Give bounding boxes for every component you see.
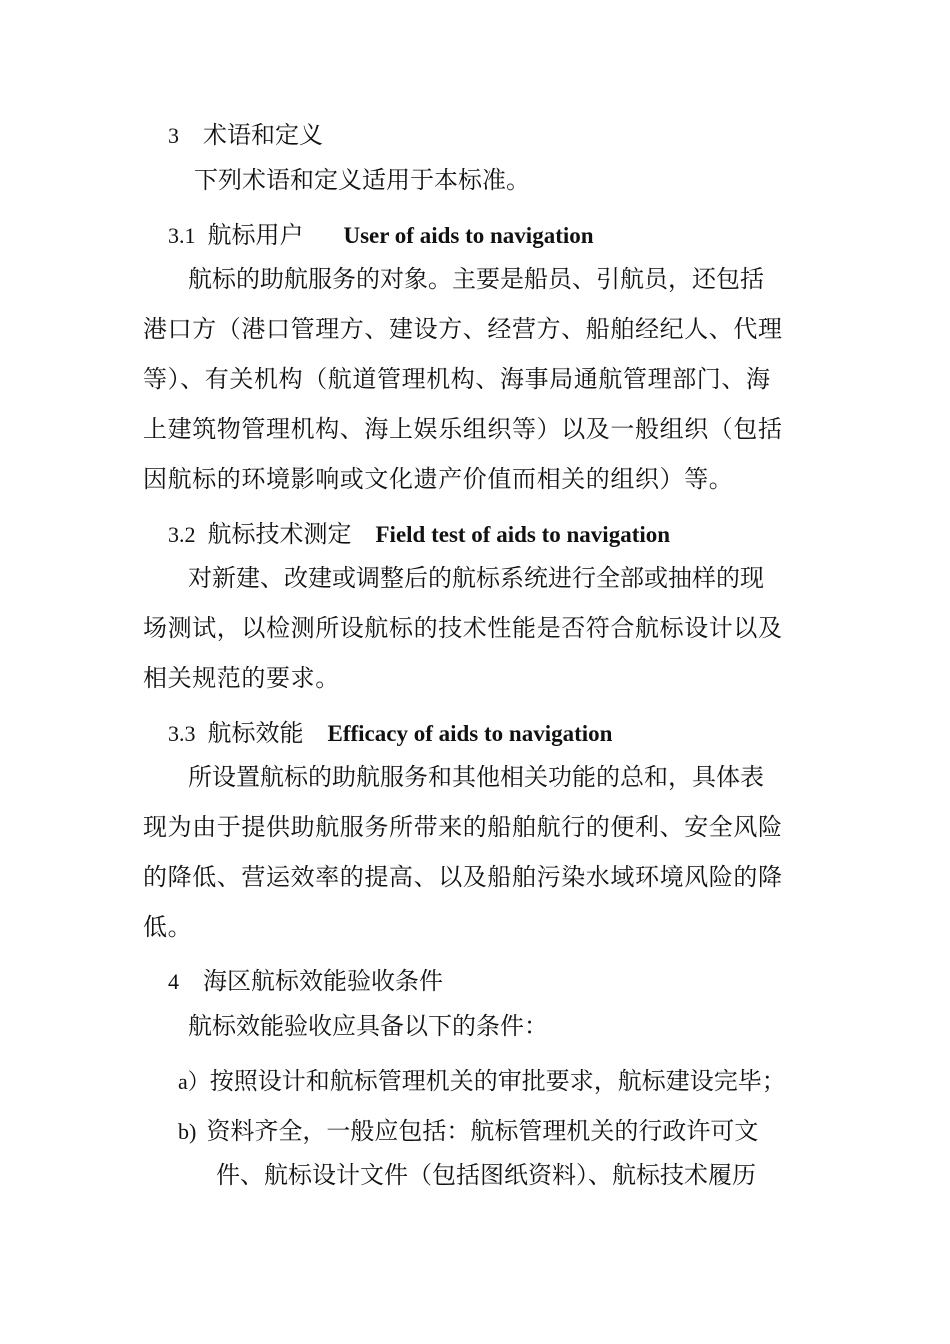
section-3-number: 3	[168, 123, 179, 148]
section-4-number: 4	[168, 969, 179, 994]
list-item-a	[178, 1066, 786, 1097]
list-item-b	[178, 1116, 758, 1147]
list-item-b-continuation: 件、航标设计文件（包括图纸资料）、航标技术履历	[216, 1161, 756, 1189]
term-3-3-heading	[168, 718, 612, 749]
paragraph-line: 航标的助航服务的对象。主要是船员、引航员，还包括	[188, 265, 764, 293]
term-title-zh: 航标效能	[207, 719, 304, 747]
section-4-title: 海区航标效能验收条件	[203, 967, 443, 995]
list-item-text: 按照设计和航标管理机关的审批要求，航标建设完毕；	[209, 1067, 786, 1095]
term-number: 3.1	[168, 223, 196, 248]
paragraph-line: 相关规范的要求。	[143, 664, 340, 692]
section-4-heading	[168, 966, 443, 997]
term-3-2-heading	[168, 519, 670, 550]
term-3-1-heading	[168, 220, 594, 251]
paragraph-line: 对新建、改建或调整后的航标系统进行全部或抽样的现	[188, 564, 764, 592]
term-title-zh: 航标用户	[207, 221, 304, 249]
list-marker: b)	[178, 1119, 197, 1144]
section-3-heading	[168, 120, 323, 151]
paragraph-line: 的降低、营运效率的提高、以及船舶污染水域环境风险的降	[143, 863, 783, 891]
paragraph-line: 低。	[143, 913, 193, 941]
paragraph-line: 因航标的环境影响或文化遗产价值而相关的组织）等。	[143, 465, 734, 493]
section-4-intro: 航标效能验收应具备以下的条件：	[188, 1012, 548, 1040]
term-title-en: User of aids to navigation	[343, 223, 594, 248]
term-title-en: Field test of aids to navigation	[375, 522, 671, 547]
paragraph-line: 上建筑物管理机构、海上娱乐组织等）以及一般组织（包括	[143, 415, 783, 443]
section-3-title: 术语和定义	[203, 121, 323, 149]
term-title-zh: 航标技术测定	[207, 520, 352, 548]
term-number: 3.2	[168, 522, 196, 547]
list-item-text: 资料齐全，一般应包括：航标管理机关的行政许可文	[206, 1117, 759, 1145]
section-3-intro: 下列术语和定义适用于本标准。	[194, 166, 530, 194]
paragraph-line: 等）、有关机构（航道管理机构、海事局通航管理部门、海	[143, 365, 771, 393]
paragraph-line: 现为由于提供助航服务所带来的船舶航行的便利、安全风险	[143, 813, 783, 841]
paragraph-line: 所设置航标的助航服务和其他相关功能的总和，具体表	[188, 763, 764, 791]
term-number: 3.3	[168, 721, 196, 746]
term-title-en: Efficacy of aids to navigation	[327, 721, 613, 746]
paragraph-line: 场测试，以检测所设航标的技术性能是否符合航标设计以及	[143, 614, 783, 642]
paragraph-line: 港口方（港口管理方、建设方、经营方、船舶经纪人、代理	[143, 315, 783, 343]
list-marker: a）	[178, 1069, 210, 1094]
